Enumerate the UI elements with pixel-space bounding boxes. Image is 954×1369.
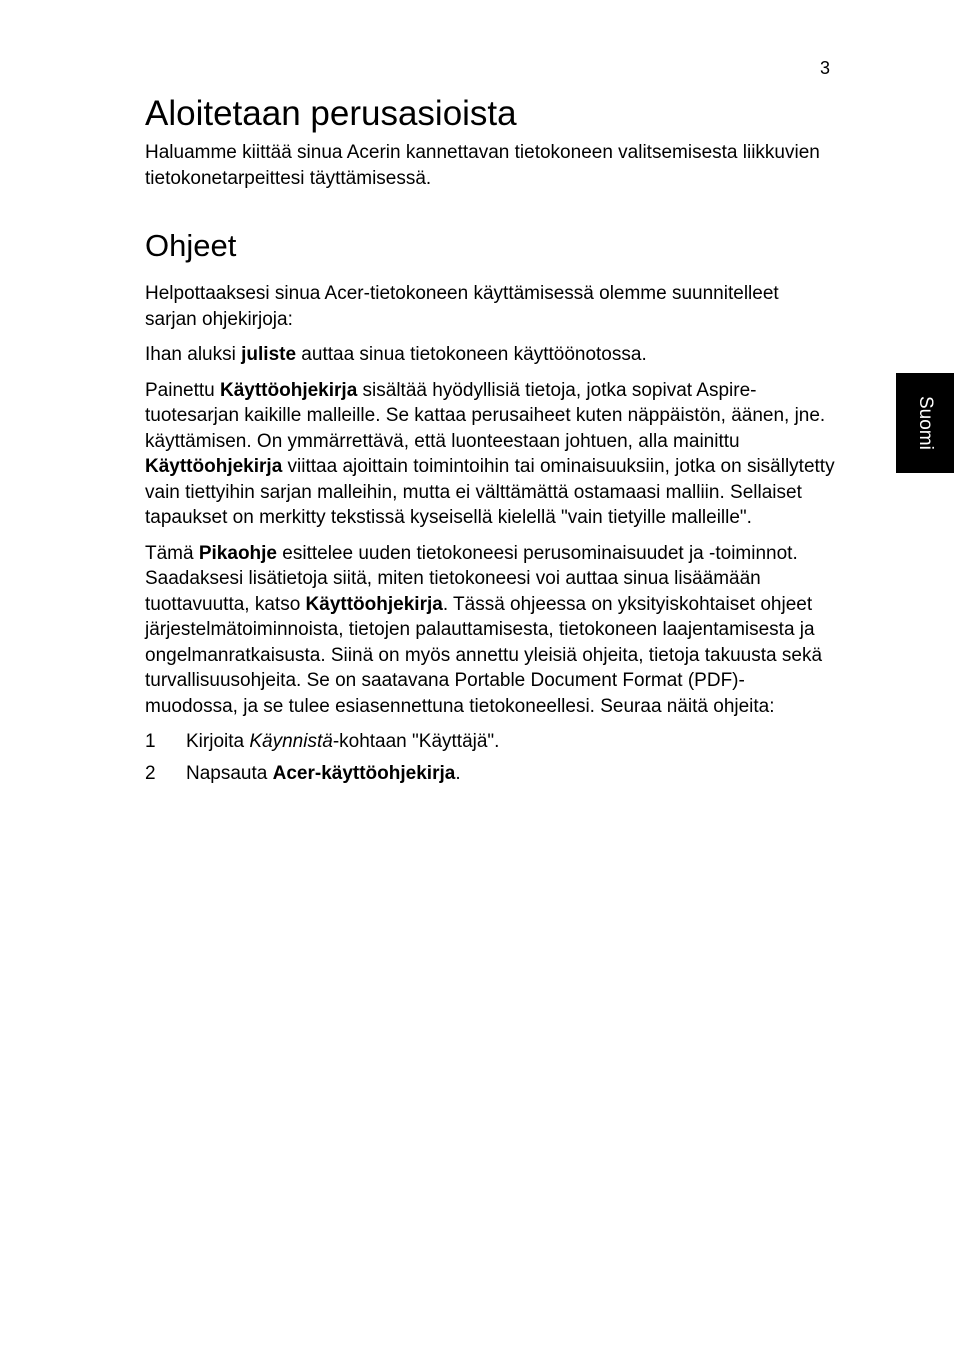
language-tab-label: Suomi	[915, 396, 936, 450]
text: Kirjoita	[186, 731, 250, 752]
bold-term-poster: juliste	[241, 344, 297, 365]
list-item	[145, 761, 835, 787]
intro-paragraph: Haluamme kiittää sinua Acerin kannettavan tietokoneen valitsemisesta liikkuvien tietokonetarpeittesi täyttämisessä.	[145, 142, 820, 189]
paragraph-quick-guide	[145, 541, 835, 720]
paragraph-guides-intro: Helpottaaksesi sinua Acer-tietokoneen käyttämisessä olemme suunnitelleet sarjan ohjekirjoja:	[145, 283, 779, 330]
text: viittaa ajoittain toimintoihin tai ominaisuuksiin, jotka on sisällytetty vain tiettyihin sarjan malleihin, mutta ei välttämättä ostamaasi malliin. Sellaiset tapaukset on merkitty tekstissä kyseisellä kielellä "vain tietyille malleille".	[145, 456, 835, 528]
paragraph-poster	[145, 342, 835, 368]
text: Ihan aluksi	[145, 344, 242, 365]
text: Tämä	[145, 542, 199, 564]
page-number: 3	[819, 58, 830, 78]
text: Napsauta	[186, 763, 273, 784]
step-text	[186, 729, 499, 755]
list-item	[145, 729, 835, 755]
step-text	[186, 761, 461, 787]
text: . Tässä ohjeessa on yksityiskohtaiset ohjeet järjestelmätoiminnoista, tietojen palauttamisesta, tietokoneen laajentamisesta ja ongelmanratkaisusta. Siinä on myös annettu yleisiä ohjeita, tietoja takuusta sekä turvallisuusohjeita. Se on saatavana Portable Document Format (PDF)-muodossa, ja se tulee esiasennettuna tietokoneellesi. Seuraa näitä ohjeita:	[145, 593, 823, 717]
section-heading: Ohjeet	[145, 228, 237, 263]
bold-term-user-guide: Käyttöohjekirja	[220, 379, 358, 401]
step-number: 1	[145, 731, 156, 752]
step-number: 2	[145, 763, 156, 784]
page-title: Aloitetaan perusasioista	[145, 94, 517, 133]
text: Painettu	[145, 379, 220, 401]
text: esittelee uuden tietokoneesi perusominaisuudet ja -toiminnot. Saadaksesi lisätietoja siitä, miten tietokoneesi voi auttaa sinua lisäämään tuottavuutta, katso	[145, 542, 798, 615]
text: sisältää hyödyllisiä tietoja, jotka sopivat Aspire-tuotesarjan kaikille malleille. Se kattaa perusaiheet kuten näppäistön, äänen, jne. käyttämisen. On ymmärrettävä, että luonteestaan johtuen, alla mainittu	[145, 379, 826, 452]
bold-term-quick-guide: Pikaohje	[198, 542, 278, 564]
bold-term-user-guide: Käyttöohjekirja	[305, 593, 443, 615]
text: -kohtaan "Käyttäjä".	[332, 731, 500, 752]
paragraph-user-guide	[145, 378, 835, 531]
bold-term-user-guide: Käyttöohjekirja	[145, 456, 283, 477]
text: auttaa sinua tietokoneen käyttöönotossa.	[296, 344, 647, 365]
language-tab	[896, 373, 954, 473]
page-content	[145, 92, 835, 793]
steps-list	[145, 729, 835, 787]
text: .	[455, 763, 461, 784]
bold-term-acer-user-guide: Acer-käyttöohjekirja	[272, 763, 456, 784]
italic-term-start: Käynnistä	[249, 731, 333, 752]
